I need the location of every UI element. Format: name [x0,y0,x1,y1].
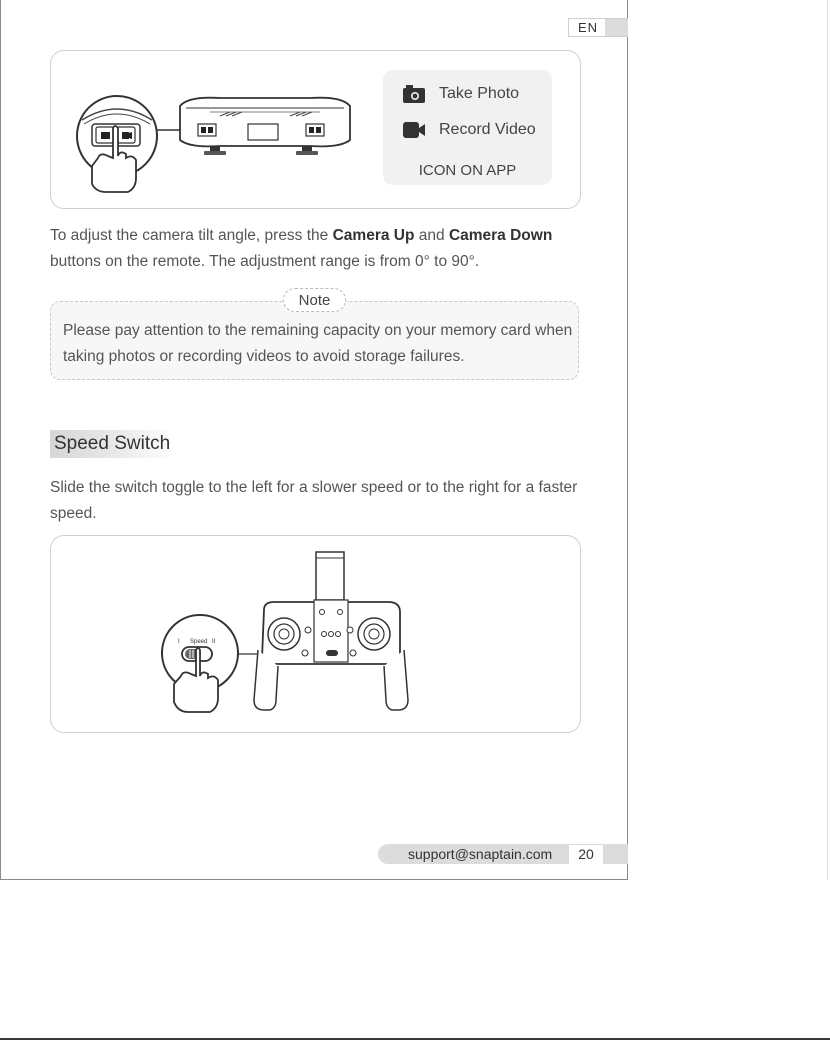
remote-front-illustration [160,550,420,720]
speed-high-mark: II [212,639,216,645]
section-title-speed-switch: Speed Switch [50,430,175,458]
app-row-record-video [403,121,536,139]
remote-top-illustration [70,88,360,198]
video-camera-icon [403,121,425,139]
bottom-rule [0,1038,830,1040]
camera-tilt-text-3: buttons on the remote. The adjustment range is from 0° to 90°. [50,253,480,270]
note-line-2: taking photos or recording videos to avoid storage failures. [63,348,465,365]
speed-low-mark: I [178,639,180,645]
record-video-label: Record Video [439,121,536,138]
speed-switch-line-2: speed. [50,505,97,522]
camera-up-term: Camera Up [332,227,415,244]
camera-tilt-paragraph [50,223,552,275]
speed-switch-paragraph [50,475,577,527]
icon-on-app-caption: ICON ON APP [418,162,517,179]
take-photo-label: Take Photo [439,85,520,102]
camera-icon [403,85,425,103]
camera-down-term: Camera Down [448,227,553,244]
note-label: Note [283,288,346,312]
video-camera-icon [122,132,129,139]
page-edge-mark [827,0,828,880]
camera-icon [101,132,110,139]
app-icon-box [383,70,552,185]
note-line-1: Please pay attention to the remaining capacity on your memory card when [63,322,573,339]
camera-tilt-text-1: To adjust the camera tilt angle, press the [50,227,333,244]
app-row-take-photo [403,85,519,103]
language-label: EN [578,20,599,35]
support-email: support@snaptain.com [408,846,553,862]
speed-switch-line-1: Slide the switch toggle to the left for a slower speed or to the right for a faster [50,479,578,496]
language-tab [568,18,628,37]
page-number: 20 [569,845,603,864]
speed-switch-label: Speed [190,639,208,645]
camera-tilt-text-2: and [414,227,449,244]
note-text [63,318,578,370]
